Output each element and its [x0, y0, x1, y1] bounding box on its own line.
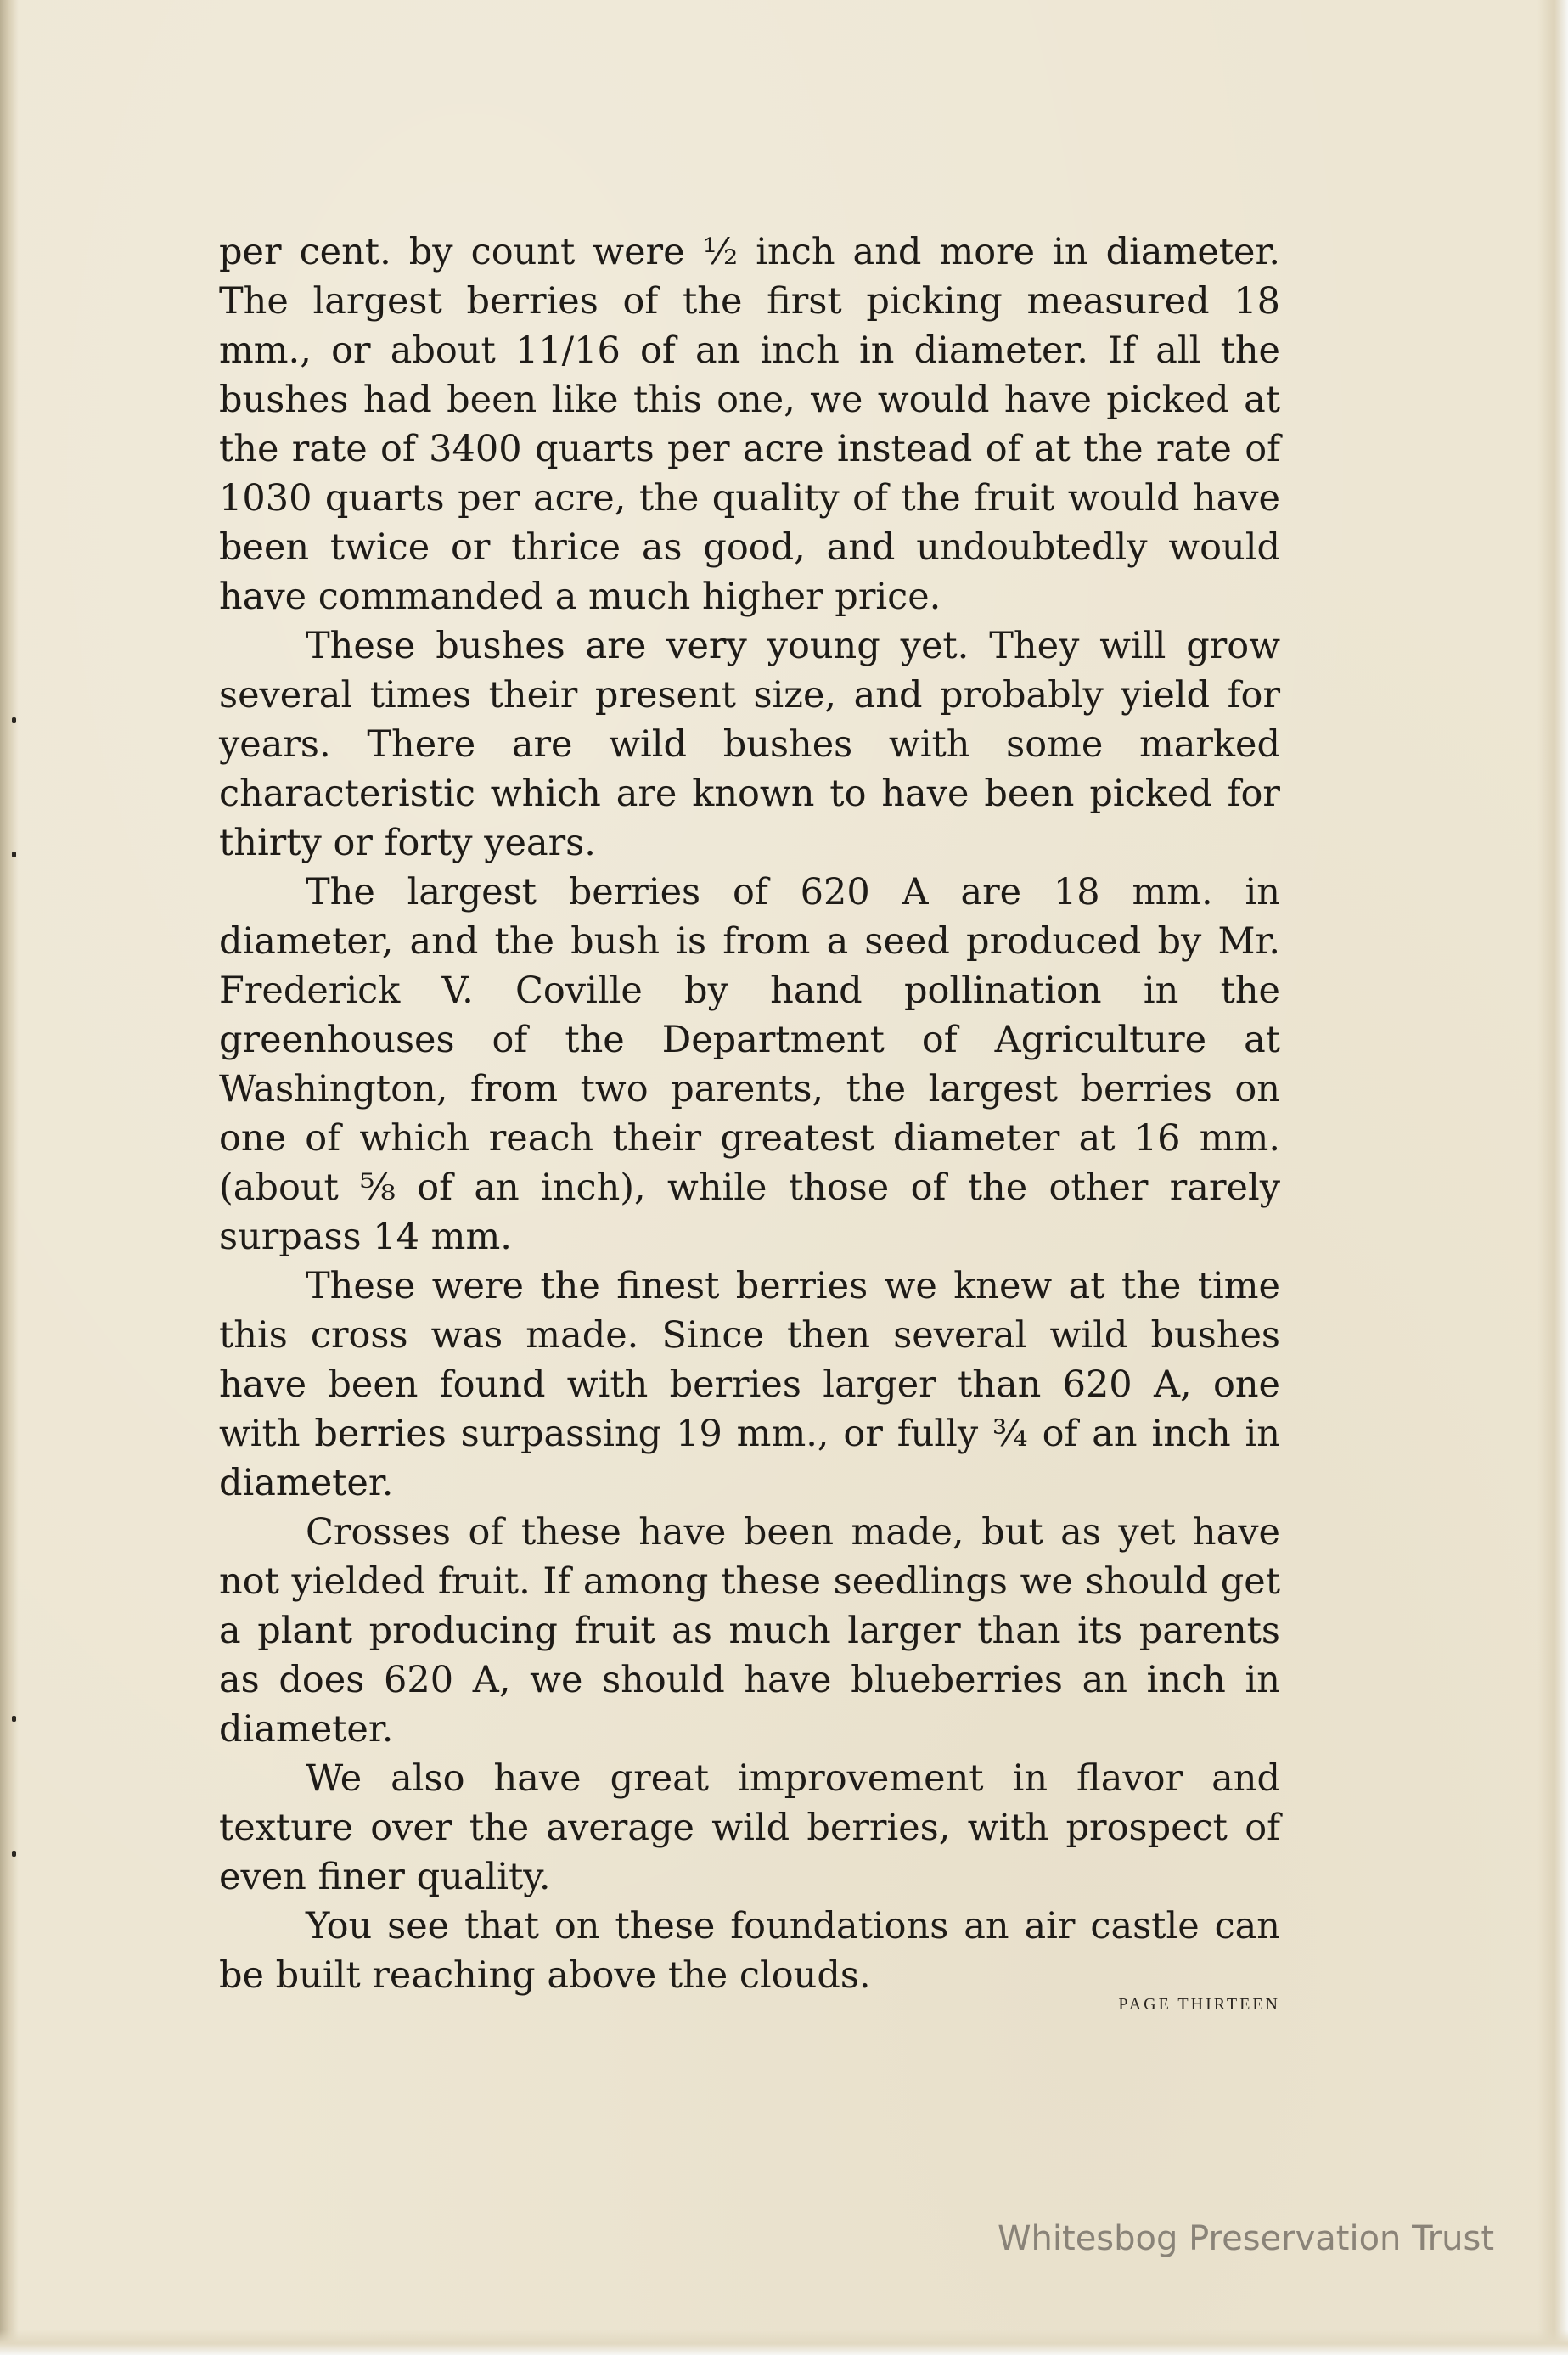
paragraph-5: Crosses of these have been made, but as yet have not yielded fruit. If among these seedlings we should get a plant producing fruit as much larger than its parents as does 620 A, we should have blueberries an inch in diameter. — [219, 1511, 1280, 1751]
binding-stitch-mark — [12, 717, 16, 723]
body-text — [219, 228, 1280, 2000]
watermark: Whitesbog Preservation Trust — [998, 2219, 1494, 2258]
paragraph-1: per cent. by count were ½ inch and more in diameter. The largest berries of the first picking measured 18 mm., or about 11/16 of an inch in diameter. If all the bushes had been like this one, we would have picked at the rate of 3400 quarts per acre instead of at the rate of 1030 quarts per acre, the quality of the fruit would have been twice or thrice as good, and undoubtedly would have commanded a much higher price. — [219, 231, 1280, 618]
page-bottom-edge — [0, 2330, 1568, 2355]
binding-stitch-mark — [12, 1851, 16, 1857]
page-number-footer: PAGE THIRTEEN — [1118, 1995, 1280, 2014]
paragraph-3: The largest berries of 620 A are 18 mm. in diameter, and the bush is from a seed produced by Mr. Frederick V. Coville by hand pollination in the greenhouses of the Department of Agriculture at Washington, from two parents, the largest berries on one of which reach their greatest diameter at 16 mm. (about ⅝ of an inch), while those of the other rarely surpass 14 mm. — [219, 871, 1280, 1258]
binding-stitch-mark — [12, 852, 16, 857]
paragraph-4: These were the finest berries we knew at the time this cross was made. Since then several wild bushes have been found with berries larger than 620 A, one with berries surpassing 19 mm., or fully ¾ of an inch in diameter. — [219, 1265, 1280, 1504]
paragraph-2: These bushes are very young yet. They will grow several times their present size, and probably yield for years. There are wild bushes with some marked characteristic which are known to have been picked for thirty or forty years. — [219, 625, 1280, 864]
binding-gutter — [0, 0, 19, 2355]
page-right-edge — [1537, 0, 1568, 2355]
binding-stitch-mark — [12, 1716, 16, 1722]
paragraph-7: You see that on these foundations an air castle can be built reaching above the clouds. — [219, 1905, 1280, 1997]
paragraph-6: We also have great improvement in flavor and texture over the average wild berries, with prospect of even finer quality. — [219, 1757, 1280, 1898]
